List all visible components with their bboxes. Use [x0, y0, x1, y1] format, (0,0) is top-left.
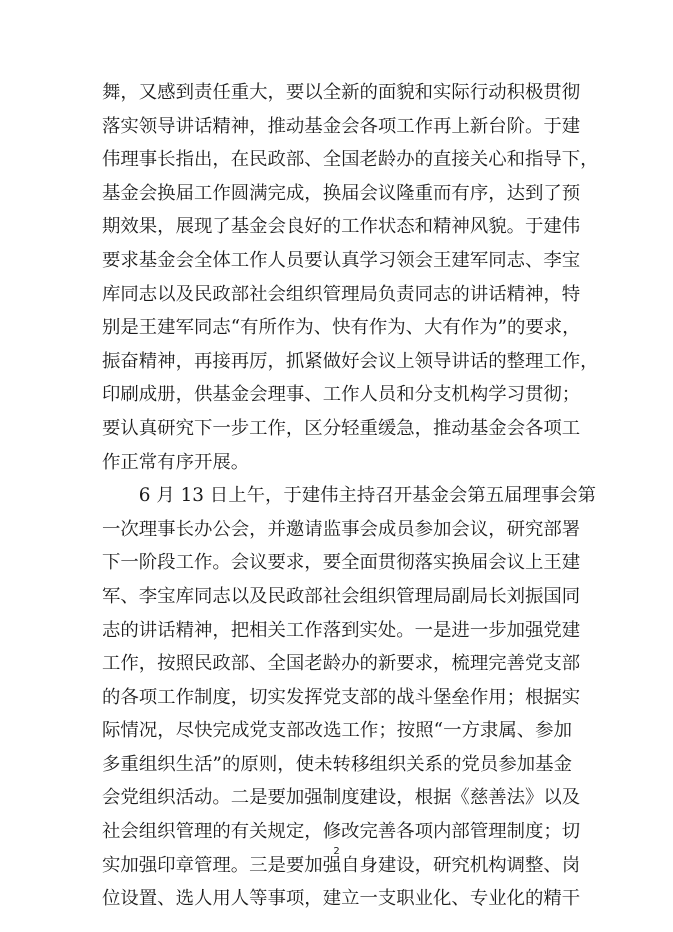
text-line: 位设置、选人用人等事项，建立一支职业化、专业化的精干 [102, 888, 581, 910]
text-line: 的各项工作制度，切实发挥党支部的战斗堡垒作用；根据实 [102, 686, 581, 708]
body-text [102, 76, 599, 916]
text-line: 实加强印章管理。三是要加强自身建设，研究机构调整、岗 [102, 854, 581, 876]
text-line: 军、李宝库同志以及民政部社会组织管理局副局长刘振国同 [102, 585, 581, 607]
text-line: 伟理事长指出，在民政部、全国老龄办的直接关心和指导下， [102, 149, 599, 171]
text-line: 落实领导讲话精神，推动基金会各项工作再上新台阶。于建 [102, 115, 581, 137]
text-line: 别是王建军同志“有所作为、快有作为、大有作为”的要求， [102, 317, 581, 339]
text-line: 社会组织管理的有关规定，修改完善各项内部管理制度；切 [102, 821, 581, 843]
text-line: 会党组织活动。二是要加强制度建设，根据《慈善法》以及 [102, 787, 581, 809]
text-line: 多重组织生活”的原则，使未转移组织关系的党员参加基金 [102, 753, 572, 775]
text-line: 一次理事长办公会，并邀请监事会成员参加会议，研究部署 [102, 518, 581, 540]
text-line: 基金会换届工作圆满完成，换届会议隆重而有序，达到了预 [102, 182, 581, 204]
page-number: 2 [333, 846, 340, 857]
text-line: 要求基金会全体工作人员要认真学习领会王建军同志、李宝 [102, 249, 581, 271]
text-line: 际情况，尽快完成党支部改选工作；按照“一方隶属、参加 [102, 720, 572, 742]
paragraph-end-line: 作正常有序开展。 [102, 451, 250, 473]
text-line: 工作，按照民政部、全国老龄办的新要求，梳理完善党支部 [102, 653, 581, 675]
text-line: 印刷成册，供基金会理事、工作人员和分支机构学习贯彻； [102, 384, 581, 406]
text-line: 志的讲话精神，把相关工作落到实处。一是进一步加强党建 [102, 619, 581, 641]
text-line: 库同志以及民政部社会组织管理局负责同志的讲话精神，特 [102, 283, 581, 305]
text-line: 振奋精神，再接再厉，抓紧做好会议上领导讲话的整理工作， [102, 350, 599, 372]
text-line: 要认真研究下一步工作，区分轻重缓急，推动基金会各项工 [102, 417, 581, 439]
text-line: 下一阶段工作。会议要求，要全面贯彻落实换届会议上王建 [102, 552, 581, 574]
text-line: 舞，又感到责任重大，要以全新的面貌和实际行动积极贯彻 [102, 82, 581, 103]
text-line: 期效果，展现了基金会良好的工作状态和精神风貌。于建伟 [102, 216, 581, 238]
paragraph-start-line: 6 月 13 日上午，于建伟主持召开基金会第五届理事会第 [102, 485, 597, 507]
